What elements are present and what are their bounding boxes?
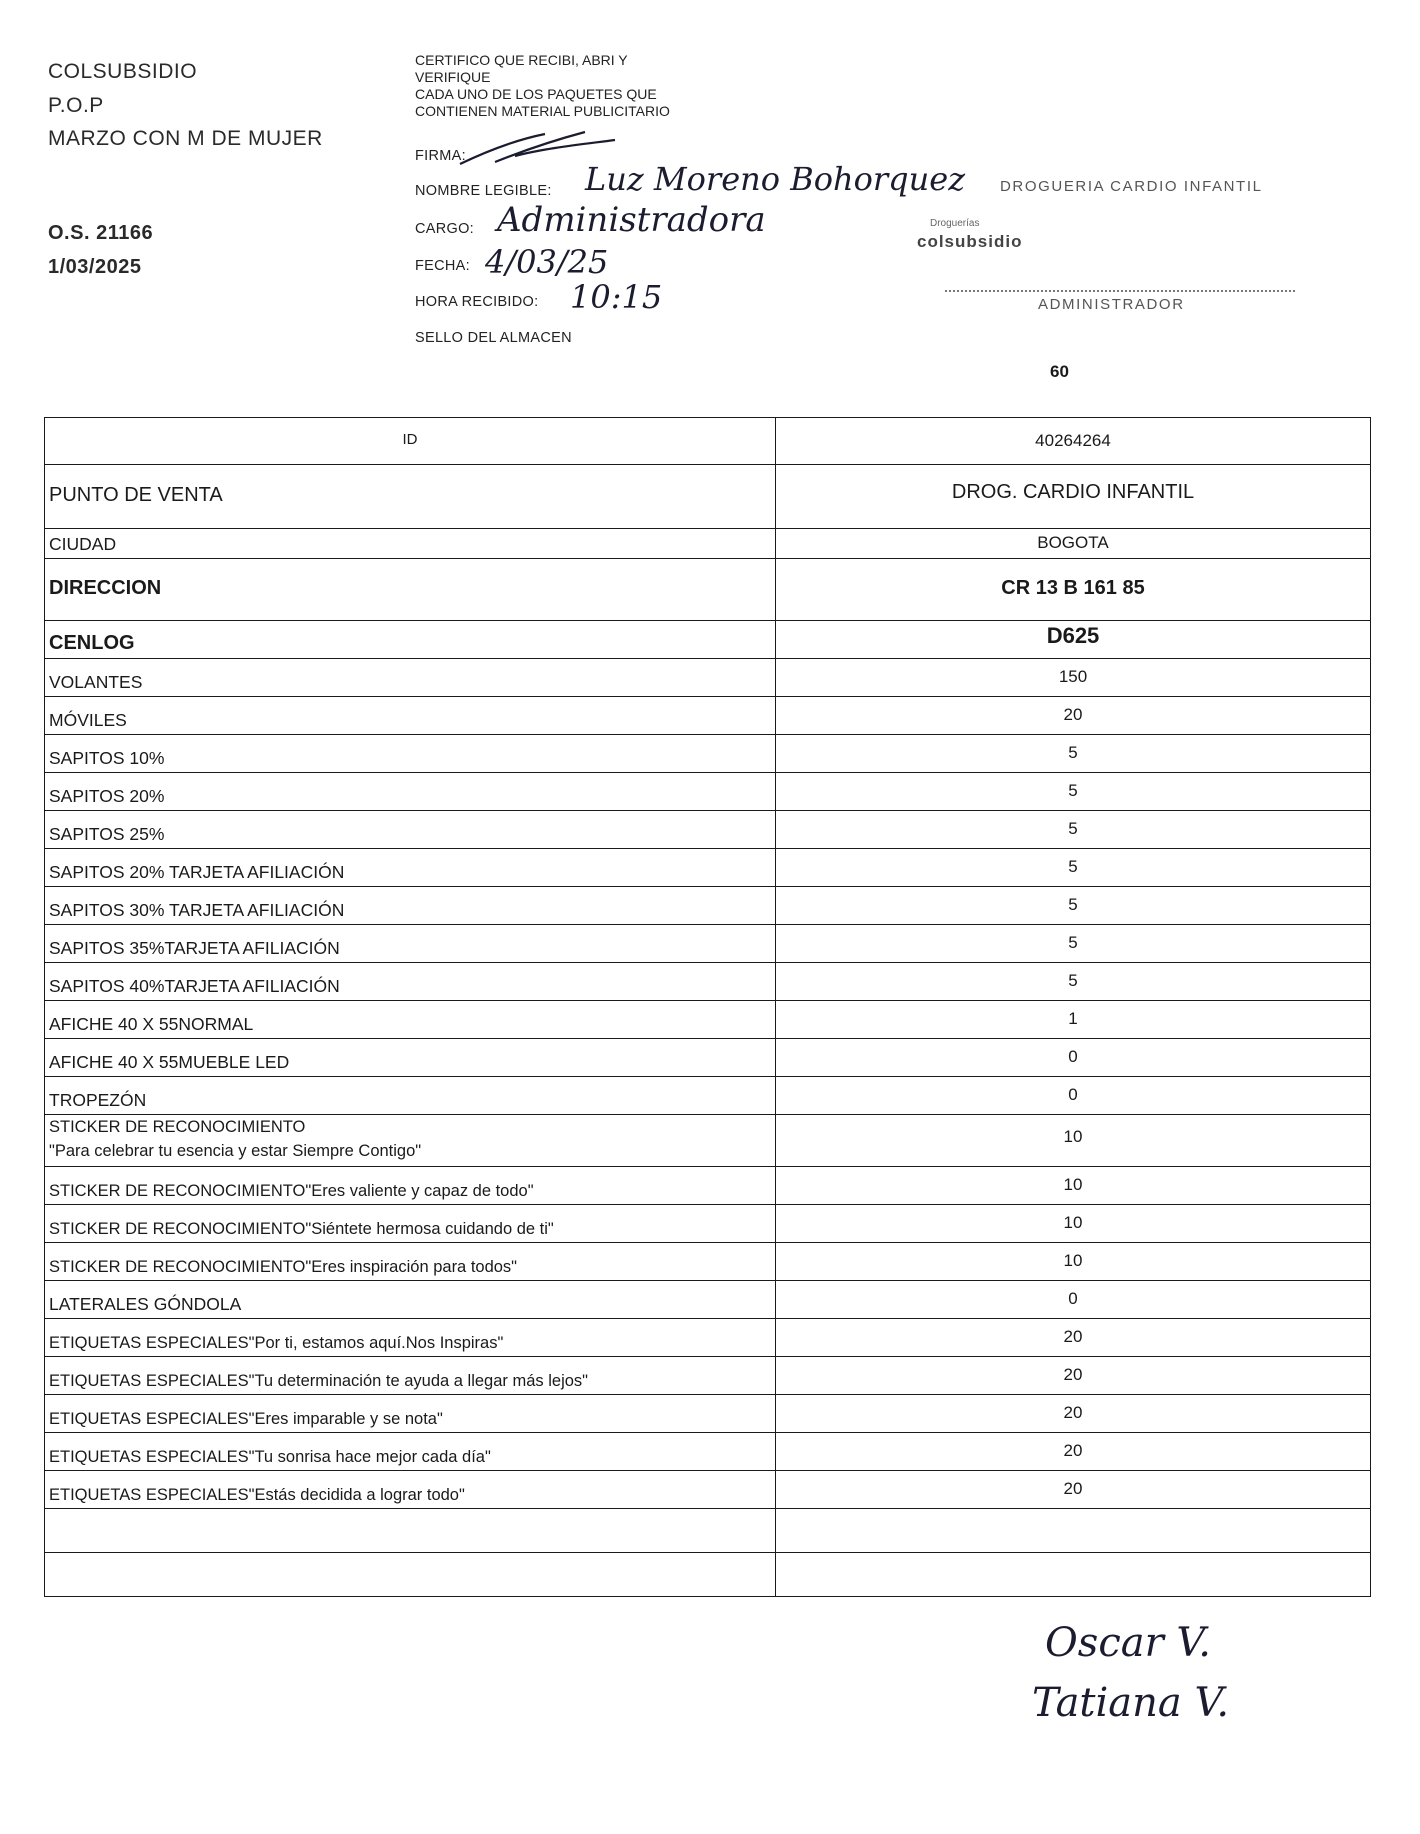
nombre-label: NOMBRE LEGIBLE: xyxy=(415,183,552,199)
row-value: DROG. CARDIO INFANTIL xyxy=(776,465,1371,529)
nombre-handwritten: Luz Moreno Bohorquez xyxy=(585,160,966,198)
row-label: DIRECCION xyxy=(45,559,776,621)
row-value: 20 xyxy=(776,1433,1371,1471)
row-value xyxy=(776,1509,1371,1553)
table-row xyxy=(45,1281,1371,1319)
table-row xyxy=(45,1433,1371,1471)
table-row-empty xyxy=(45,1509,1371,1553)
row-label: CIUDAD xyxy=(45,529,776,559)
row-label xyxy=(45,1509,776,1553)
certification-line: CERTIFICO QUE RECIBI, ABRI Y xyxy=(415,52,628,68)
row-label: SAPITOS 20% xyxy=(45,773,776,811)
sello-label: SELLO DEL ALMACEN xyxy=(415,330,572,346)
row-label xyxy=(45,1553,776,1597)
os-number: O.S. 21166 xyxy=(48,222,154,244)
row-value: 20 xyxy=(776,1357,1371,1395)
document-date: 1/03/2025 xyxy=(48,256,142,278)
stamp-brand-logo: colsubsidio xyxy=(917,232,1023,251)
table-row xyxy=(45,1357,1371,1395)
row-label-two-line xyxy=(45,1115,776,1167)
row-value: 20 xyxy=(776,1319,1371,1357)
table-row xyxy=(45,1077,1371,1115)
table-row xyxy=(45,735,1371,773)
row-value: D625 xyxy=(776,621,1371,659)
row-label: PUNTO DE VENTA xyxy=(45,465,776,529)
row-value: 20 xyxy=(776,1471,1371,1509)
table-row-empty xyxy=(45,1553,1371,1597)
row-value: 20 xyxy=(776,697,1371,735)
cargo-handwritten: Administradora xyxy=(497,200,766,240)
row-label: CENLOG xyxy=(45,621,776,659)
row-label: ETIQUETAS ESPECIALES"Tu determinación te ayuda a llegar más lejos" xyxy=(45,1357,776,1395)
table-row xyxy=(45,849,1371,887)
row-label: ETIQUETAS ESPECIALES"Por ti, estamos aquí.Nos Inspiras" xyxy=(45,1319,776,1357)
table-row xyxy=(45,1039,1371,1077)
row-label: SAPITOS 40%TARJETA AFILIACIÓN xyxy=(45,963,776,1001)
firma-label: FIRMA: xyxy=(415,148,466,164)
row-label: STICKER DE RECONOCIMIENTO xyxy=(49,1118,306,1136)
table-row xyxy=(45,465,1371,529)
table-row xyxy=(45,621,1371,659)
row-value: 10 xyxy=(776,1167,1371,1205)
fecha-handwritten: 4/03/25 xyxy=(485,243,609,281)
table-row xyxy=(45,1319,1371,1357)
row-label: SAPITOS 10% xyxy=(45,735,776,773)
row-value: 10 xyxy=(776,1243,1371,1281)
fecha-label: FECHA: xyxy=(415,258,470,274)
row-value: BOGOTA xyxy=(776,529,1371,559)
row-value xyxy=(776,1553,1371,1597)
certification-line: CADA UNO DE LOS PAQUETES QUE xyxy=(415,86,657,102)
certification-text xyxy=(415,52,670,120)
stamp-store-name: DROGUERIA CARDIO INFANTIL xyxy=(1000,178,1263,195)
row-value: 5 xyxy=(776,925,1371,963)
row-label: MÓVILES xyxy=(45,697,776,735)
table-row xyxy=(45,925,1371,963)
table-row xyxy=(45,559,1371,621)
row-value: 1 xyxy=(776,1001,1371,1039)
row-value: 5 xyxy=(776,963,1371,1001)
row-value: 10 xyxy=(776,1205,1371,1243)
row-label: SAPITOS 25% xyxy=(45,811,776,849)
row-value: CR 13 B 161 85 xyxy=(776,559,1371,621)
row-value: 0 xyxy=(776,1281,1371,1319)
row-label: STICKER DE RECONOCIMIENTO"Eres valiente y capaz de todo" xyxy=(45,1167,776,1205)
hora-handwritten: 10:15 xyxy=(570,278,663,316)
table-row xyxy=(45,697,1371,735)
table-row xyxy=(45,1001,1371,1039)
row-label: STICKER DE RECONOCIMIENTO"Eres inspiración para todos" xyxy=(45,1243,776,1281)
row-value: 5 xyxy=(776,811,1371,849)
row-label: ETIQUETAS ESPECIALES"Estás decidida a lograr todo" xyxy=(45,1471,776,1509)
row-value: 40264264 xyxy=(776,418,1371,465)
row-label: ETIQUETAS ESPECIALES"Tu sonrisa hace mejor cada día" xyxy=(45,1433,776,1471)
row-label: ID xyxy=(45,418,776,465)
row-label: ETIQUETAS ESPECIALES"Eres imparable y se nota" xyxy=(45,1395,776,1433)
stamp-divider xyxy=(945,290,1295,292)
certification-line: VERIFIQUE xyxy=(415,69,491,85)
table-row xyxy=(45,529,1371,559)
table-row xyxy=(45,1395,1371,1433)
row-value: 5 xyxy=(776,849,1371,887)
signature-tatiana: Tatiana V. xyxy=(1032,1680,1230,1726)
table-row xyxy=(45,1115,1371,1167)
company-name: COLSUBSIDIO xyxy=(48,60,198,83)
table-row xyxy=(45,1167,1371,1205)
row-label: SAPITOS 35%TARJETA AFILIACIÓN xyxy=(45,925,776,963)
signature-oscar: Oscar V. xyxy=(1045,1620,1212,1666)
table-row xyxy=(45,963,1371,1001)
table-row xyxy=(45,1471,1371,1509)
table-row xyxy=(45,1243,1371,1281)
table-row xyxy=(45,659,1371,697)
row-value: 5 xyxy=(776,773,1371,811)
table-row xyxy=(45,1205,1371,1243)
hora-label: HORA RECIBIDO: xyxy=(415,294,539,310)
row-value: 10 xyxy=(776,1115,1371,1167)
row-value: 150 xyxy=(776,659,1371,697)
pop-label: P.O.P xyxy=(48,94,104,117)
row-value: 5 xyxy=(776,887,1371,925)
table-row xyxy=(45,418,1371,465)
row-value: 0 xyxy=(776,1077,1371,1115)
page-number: 60 xyxy=(1050,362,1069,381)
row-value: 0 xyxy=(776,1039,1371,1077)
row-label: SAPITOS 20% TARJETA AFILIACIÓN xyxy=(45,849,776,887)
cargo-label: CARGO: xyxy=(415,221,474,237)
stamp-brand-small: Droguerías xyxy=(930,218,980,229)
certification-line: CONTIENEN MATERIAL PUBLICITARIO xyxy=(415,103,670,119)
row-label: SAPITOS 30% TARJETA AFILIACIÓN xyxy=(45,887,776,925)
row-value: 5 xyxy=(776,735,1371,773)
row-label-quote: "Para celebrar tu esencia y estar Siempre Contigo" xyxy=(49,1142,422,1160)
row-value: 20 xyxy=(776,1395,1371,1433)
row-label: VOLANTES xyxy=(45,659,776,697)
campaign-name: MARZO CON M DE MUJER xyxy=(48,127,323,150)
table-row xyxy=(45,773,1371,811)
table-row xyxy=(45,811,1371,849)
table-row xyxy=(45,887,1371,925)
stamp-role: ADMINISTRADOR xyxy=(1038,296,1185,313)
row-label: TROPEZÓN xyxy=(45,1077,776,1115)
row-label: AFICHE 40 X 55MUEBLE LED xyxy=(45,1039,776,1077)
row-label: LATERALES GÓNDOLA xyxy=(45,1281,776,1319)
row-label: STICKER DE RECONOCIMIENTO"Siéntete hermosa cuidando de ti" xyxy=(45,1205,776,1243)
material-table xyxy=(44,417,1371,1597)
row-label: AFICHE 40 X 55NORMAL xyxy=(45,1001,776,1039)
